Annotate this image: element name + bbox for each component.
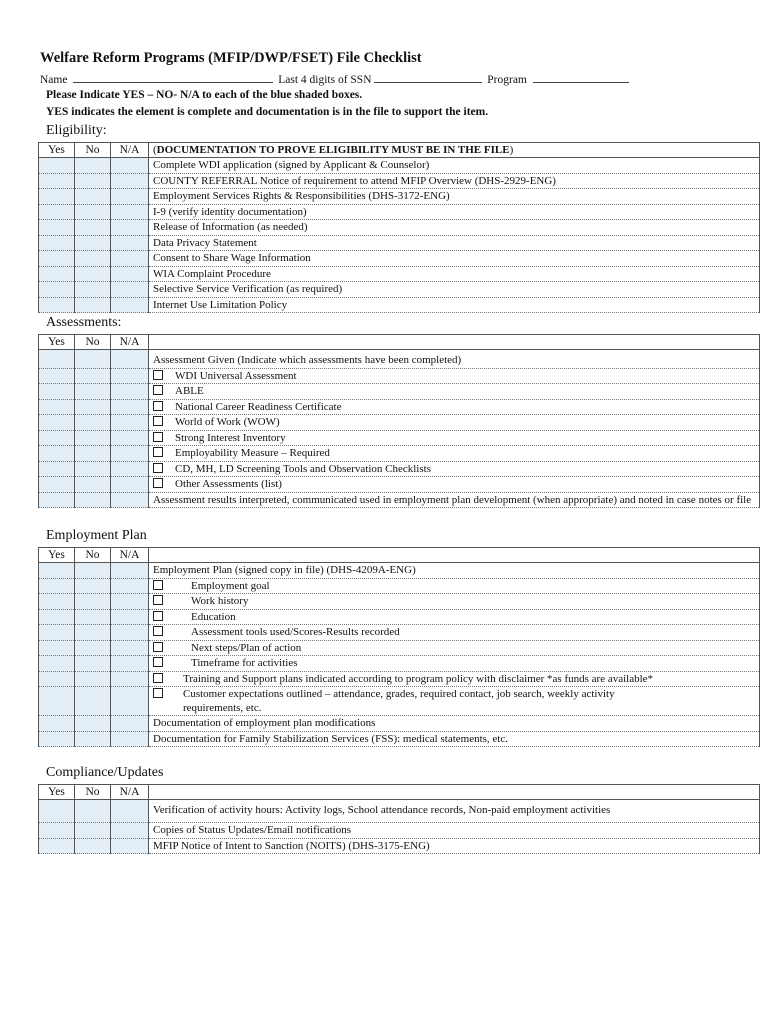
checklist-item: Complete WDI application (signed by Applicant & Counselor) — [149, 158, 760, 174]
yes-box[interactable] — [39, 461, 75, 477]
checklist-item: COUNTY REFERRAL Notice of requirement to attend MFIP Overview (DHS-2929-ENG) — [149, 173, 760, 189]
no-box[interactable] — [75, 235, 111, 251]
checklist-subitem: WDI Universal Assessment — [149, 368, 760, 384]
no-box[interactable] — [75, 368, 111, 384]
checklist-subitem: World of Work (WOW) — [149, 415, 760, 431]
na-box[interactable] — [111, 399, 149, 415]
yes-box[interactable] — [39, 384, 75, 400]
ssn-field[interactable] — [374, 72, 482, 83]
na-box[interactable] — [111, 687, 149, 716]
checklist-subitem: Timeframe for activities — [149, 656, 760, 672]
no-box[interactable] — [75, 594, 111, 610]
no-box[interactable] — [75, 625, 111, 641]
yes-box[interactable] — [39, 399, 75, 415]
yes-box[interactable] — [39, 368, 75, 384]
eligibility-header: (DOCUMENTATION TO PROVE ELIGIBILITY MUST BE IN THE FILE) — [149, 143, 760, 158]
no-box[interactable] — [75, 563, 111, 579]
no-box[interactable] — [75, 823, 111, 839]
no-box[interactable] — [75, 838, 111, 854]
yes-box[interactable] — [39, 297, 75, 313]
checklist-subitem: ABLE — [149, 384, 760, 400]
na-box[interactable] — [111, 563, 149, 579]
no-box[interactable] — [75, 461, 111, 477]
name-field[interactable] — [73, 72, 273, 83]
checkbox-icon[interactable] — [153, 385, 163, 395]
col-no: No — [75, 548, 111, 563]
no-box[interactable] — [75, 716, 111, 732]
checklist-item: I-9 (verify identity documentation) — [149, 204, 760, 220]
section-eligibility: Eligibility: — [46, 123, 107, 138]
yes-box[interactable] — [39, 671, 75, 687]
yes-box[interactable] — [39, 578, 75, 594]
yes-box[interactable] — [39, 204, 75, 220]
no-box[interactable] — [75, 266, 111, 282]
yes-box[interactable] — [39, 266, 75, 282]
checklist-item: Data Privacy Statement — [149, 235, 760, 251]
na-box[interactable] — [111, 823, 149, 839]
yes-box[interactable] — [39, 838, 75, 854]
na-box[interactable] — [111, 220, 149, 236]
checkbox-icon[interactable] — [153, 447, 163, 457]
yes-box[interactable] — [39, 731, 75, 747]
na-box[interactable] — [111, 656, 149, 672]
na-box[interactable] — [111, 671, 149, 687]
na-box[interactable] — [111, 625, 149, 641]
checklist-subitem: National Career Readiness Certificate — [149, 399, 760, 415]
checklist-item: Copies of Status Updates/Email notifications — [149, 823, 760, 839]
yes-box[interactable] — [39, 609, 75, 625]
na-box[interactable] — [111, 173, 149, 189]
no-box[interactable] — [75, 578, 111, 594]
checklist-item: Verification of activity hours: Activity logs, School attendance records, Non-paid employment activities — [149, 800, 760, 823]
col-na: N/A — [111, 548, 149, 563]
checkbox-icon[interactable] — [153, 673, 163, 683]
no-box[interactable] — [75, 399, 111, 415]
yes-box[interactable] — [39, 492, 75, 508]
na-box[interactable] — [111, 430, 149, 446]
na-box[interactable] — [111, 282, 149, 298]
na-box[interactable] — [111, 492, 149, 508]
col-na: N/A — [111, 785, 149, 800]
no-box[interactable] — [75, 204, 111, 220]
yes-box[interactable] — [39, 477, 75, 493]
yes-box[interactable] — [39, 350, 75, 369]
na-box[interactable] — [111, 578, 149, 594]
yes-box[interactable] — [39, 800, 75, 823]
checklist-subitem: Work history — [149, 594, 760, 610]
yes-box[interactable] — [39, 235, 75, 251]
checkbox-icon[interactable] — [153, 478, 163, 488]
form-title: Welfare Reform Programs (MFIP/DWP/FSET) File Checklist — [40, 50, 422, 66]
checkbox-icon[interactable] — [153, 642, 163, 652]
checkbox-icon[interactable] — [153, 688, 163, 698]
col-yes: Yes — [39, 785, 75, 800]
yes-box[interactable] — [39, 220, 75, 236]
program-field[interactable] — [533, 72, 629, 83]
na-box[interactable] — [111, 716, 149, 732]
compliance-table — [38, 784, 760, 854]
col-yes: Yes — [39, 143, 75, 158]
na-box[interactable] — [111, 158, 149, 174]
yes-box[interactable] — [39, 430, 75, 446]
checkbox-icon[interactable] — [153, 580, 163, 590]
no-box[interactable] — [75, 477, 111, 493]
checklist-item: MFIP Notice of Intent to Sanction (NOITS) (DHS-3175-ENG) — [149, 838, 760, 854]
employment-plan-table — [38, 547, 760, 747]
na-box[interactable] — [111, 384, 149, 400]
checklist-subitem: Customer expectations outlined – attendance, grades, required contact, job search, weekly activity requirements, etc. — [149, 687, 760, 716]
section-compliance: Compliance/Updates — [46, 765, 164, 780]
checklist-subitem: Education — [149, 609, 760, 625]
yes-box[interactable] — [39, 282, 75, 298]
no-box[interactable] — [75, 687, 111, 716]
no-box[interactable] — [75, 384, 111, 400]
checklist-subitem: Other Assessments (list) — [149, 477, 760, 493]
no-box[interactable] — [75, 656, 111, 672]
no-box[interactable] — [75, 173, 111, 189]
yes-box[interactable] — [39, 251, 75, 267]
checklist-subitem: Training and Support plans indicated according to program policy with disclaimer *as funds are available* — [149, 671, 760, 687]
na-box[interactable] — [111, 609, 149, 625]
no-box[interactable] — [75, 731, 111, 747]
col-yes: Yes — [39, 548, 75, 563]
checklist-item: Release of Information (as needed) — [149, 220, 760, 236]
section-employment-plan: Employment Plan — [46, 528, 147, 543]
checklist-item: Documentation for Family Stabilization Services (FSS): medical statements, etc. — [149, 731, 760, 747]
yes-box[interactable] — [39, 415, 75, 431]
no-box[interactable] — [75, 671, 111, 687]
checklist-item: Employment Services Rights & Responsibilities (DHS-3172-ENG) — [149, 189, 760, 205]
yes-box[interactable] — [39, 173, 75, 189]
checkbox-icon[interactable] — [153, 611, 163, 621]
no-box[interactable] — [75, 415, 111, 431]
checklist-item: Documentation of employment plan modifications — [149, 716, 760, 732]
yes-box[interactable] — [39, 687, 75, 716]
na-box[interactable] — [111, 415, 149, 431]
checklist-subitem: Next steps/Plan of action — [149, 640, 760, 656]
col-no: No — [75, 143, 111, 158]
checkbox-icon[interactable] — [153, 657, 163, 667]
checklist-subitem: Employment goal — [149, 578, 760, 594]
no-box[interactable] — [75, 800, 111, 823]
no-box[interactable] — [75, 297, 111, 313]
checklist-item: Selective Service Verification (as required) — [149, 282, 760, 298]
col-yes: Yes — [39, 335, 75, 350]
instruction-2: YES indicates the element is complete and documentation is in the file to support the item. — [46, 106, 489, 118]
no-box[interactable] — [75, 609, 111, 625]
checklist-item: Assessment results interpreted, communicated used in employment plan development (when appropriate) and noted in case notes or file — [149, 492, 760, 508]
section-assessments: Assessments: — [46, 315, 122, 330]
checklist-subitem: CD, MH, LD Screening Tools and Observation Checklists — [149, 461, 760, 477]
checkbox-icon[interactable] — [153, 432, 163, 442]
na-box[interactable] — [111, 266, 149, 282]
no-box[interactable] — [75, 220, 111, 236]
col-no: No — [75, 335, 111, 350]
assessments-table — [38, 334, 760, 508]
checklist-subitem: Strong Interest Inventory — [149, 430, 760, 446]
na-box[interactable] — [111, 368, 149, 384]
eligibility-table — [38, 142, 760, 313]
na-box[interactable] — [111, 235, 149, 251]
checklist-item: Internet Use Limitation Policy — [149, 297, 760, 313]
checklist-item: Consent to Share Wage Information — [149, 251, 760, 267]
col-no: No — [75, 785, 111, 800]
checklist-subitem: Employability Measure – Required — [149, 446, 760, 462]
checkbox-icon[interactable] — [153, 401, 163, 411]
na-box[interactable] — [111, 189, 149, 205]
header-fields — [40, 72, 629, 86]
checklist-item: Assessment Given (Indicate which assessments have been completed) — [149, 350, 760, 369]
checklist-item: Employment Plan (signed copy in file) (DHS-4209A-ENG) — [149, 563, 760, 579]
yes-box[interactable] — [39, 563, 75, 579]
na-box[interactable] — [111, 251, 149, 267]
no-box[interactable] — [75, 189, 111, 205]
yes-box[interactable] — [39, 640, 75, 656]
no-box[interactable] — [75, 446, 111, 462]
checkbox-icon[interactable] — [153, 463, 163, 473]
na-box[interactable] — [111, 640, 149, 656]
yes-box[interactable] — [39, 189, 75, 205]
na-box[interactable] — [111, 204, 149, 220]
checkbox-icon[interactable] — [153, 595, 163, 605]
no-box[interactable] — [75, 282, 111, 298]
na-box[interactable] — [111, 594, 149, 610]
checklist-item: WIA Complaint Procedure — [149, 266, 760, 282]
na-box[interactable] — [111, 800, 149, 823]
yes-box[interactable] — [39, 594, 75, 610]
na-box[interactable] — [111, 446, 149, 462]
yes-box[interactable] — [39, 625, 75, 641]
yes-box[interactable] — [39, 716, 75, 732]
na-box[interactable] — [111, 477, 149, 493]
na-box[interactable] — [111, 350, 149, 369]
program-label: Program — [487, 74, 527, 86]
col-na: N/A — [111, 335, 149, 350]
checklist-subitem: Assessment tools used/Scores-Results recorded — [149, 625, 760, 641]
no-box[interactable] — [75, 350, 111, 369]
yes-box[interactable] — [39, 446, 75, 462]
na-box[interactable] — [111, 731, 149, 747]
ssn-label: Last 4 digits of SSN — [278, 74, 372, 86]
yes-box[interactable] — [39, 823, 75, 839]
no-box[interactable] — [75, 251, 111, 267]
no-box[interactable] — [75, 158, 111, 174]
na-box[interactable] — [111, 297, 149, 313]
yes-box[interactable] — [39, 158, 75, 174]
na-box[interactable] — [111, 838, 149, 854]
name-label: Name — [40, 74, 68, 86]
na-box[interactable] — [111, 461, 149, 477]
no-box[interactable] — [75, 430, 111, 446]
col-na: N/A — [111, 143, 149, 158]
checkbox-icon[interactable] — [153, 416, 163, 426]
no-box[interactable] — [75, 640, 111, 656]
instruction-1: Please Indicate YES – NO- N/A to each of the blue shaded boxes. — [46, 89, 363, 101]
yes-box[interactable] — [39, 656, 75, 672]
checkbox-icon[interactable] — [153, 626, 163, 636]
no-box[interactable] — [75, 492, 111, 508]
checkbox-icon[interactable] — [153, 370, 163, 380]
